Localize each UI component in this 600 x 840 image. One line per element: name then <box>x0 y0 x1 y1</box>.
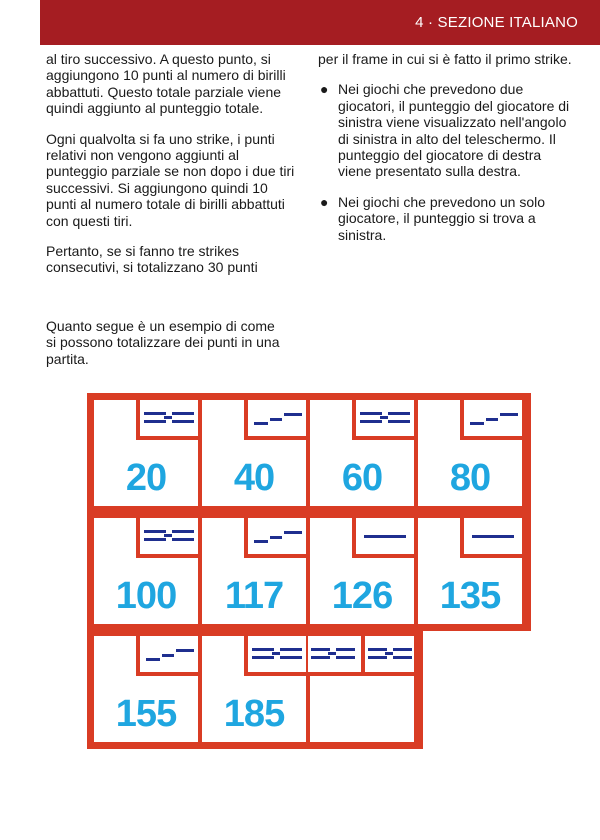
bowling-frame <box>309 517 415 625</box>
frame-mark-box <box>460 518 522 558</box>
frame-score: 155 <box>115 693 177 735</box>
mark-stroke <box>172 412 194 415</box>
frame-mark-box <box>244 518 306 558</box>
frame-score: 185 <box>223 693 285 735</box>
mark-stroke <box>146 658 160 661</box>
frame-score: 117 <box>224 575 284 617</box>
frame-score: 60 <box>341 457 383 499</box>
bowling-frame <box>201 399 307 507</box>
mark-stroke <box>144 530 166 533</box>
mark-stroke <box>284 413 302 416</box>
bowling-frame <box>417 399 523 507</box>
mark-stroke <box>284 531 302 534</box>
bullet-item <box>318 194 576 243</box>
mark-stroke <box>368 656 387 659</box>
mark-stroke <box>472 535 514 538</box>
mark-stroke <box>144 412 166 415</box>
mark-stroke <box>393 656 412 659</box>
frame-mark-box <box>361 636 414 676</box>
bowling-frame <box>309 635 415 743</box>
frame-score: 40 <box>233 457 275 499</box>
mark-stroke <box>280 656 302 659</box>
frame-score: 100 <box>115 575 177 617</box>
mark-stroke <box>388 420 410 423</box>
mark-stroke <box>470 422 484 425</box>
mark-stroke <box>252 656 274 659</box>
spare-mark-icon <box>252 524 302 548</box>
bowling-frame <box>309 399 415 507</box>
header-bar <box>40 0 600 45</box>
spare-mark-icon <box>468 406 518 430</box>
paragraph: per il frame in cui si è fatto il primo strike. <box>318 51 572 67</box>
mark-stroke <box>486 418 498 421</box>
mark-stroke <box>360 420 382 423</box>
frame-mark-box <box>460 400 522 440</box>
mark-stroke <box>162 654 174 657</box>
intro-text: Quanto segue è un esempio di come si possono totalizzare dei punti in una partita. <box>46 318 280 367</box>
open-mark-icon <box>468 524 518 548</box>
frame-mark-box <box>136 636 198 676</box>
frame-mark-box <box>136 400 198 440</box>
mark-stroke <box>311 656 330 659</box>
mark-stroke <box>328 652 336 655</box>
bullet-text: Nei giochi che prevedono due giocatori, il punteggio del giocatore di sinistra viene visualizzato nell'angolo di sinistra in alto del teleschermo. Il punteggio del giocatore di destra viene presentato sulla destra. <box>338 81 570 180</box>
frame-mark-box <box>136 518 198 558</box>
mark-stroke <box>172 538 194 541</box>
bullet-text: Nei giochi che prevedono un solo giocatore, il punteggio si trova a sinistra. <box>338 193 546 243</box>
mark-stroke <box>272 652 280 655</box>
bowling-frame <box>417 517 523 625</box>
mark-stroke <box>311 648 330 651</box>
frame-mark-box <box>352 400 414 440</box>
bullet-dot-icon: ● <box>320 81 329 98</box>
mark-stroke <box>176 649 194 652</box>
bowling-frame <box>93 517 199 625</box>
mark-stroke <box>336 648 355 651</box>
mark-stroke <box>172 420 194 423</box>
strike-mark-icon <box>360 406 410 430</box>
mark-stroke <box>385 652 393 655</box>
frame-score: 80 <box>449 457 491 499</box>
spare-mark-icon <box>252 406 302 430</box>
mark-stroke <box>252 648 274 651</box>
bullet-item <box>318 81 576 179</box>
mark-stroke <box>254 540 268 543</box>
paragraph: al tiro successivo. A questo punto, si aggiungono 10 punti al numero di birilli abbattuti. Questo totale parziale viene quindi aggiunto al punteggio totale. <box>46 51 286 117</box>
mark-stroke <box>336 656 355 659</box>
bullet-dot-icon: ● <box>320 193 329 210</box>
strike-mark-icon <box>144 406 194 430</box>
mark-stroke <box>270 418 282 421</box>
strike-mark-icon <box>368 642 412 666</box>
scorecard-row <box>87 393 531 513</box>
paragraph: Pertanto, se si fanno tre strikes consecutivi, si totalizzano 30 punti <box>46 243 258 276</box>
scorecard-row <box>87 511 531 631</box>
section-title: 4 · SEZIONE ITALIANO <box>415 14 578 31</box>
mark-stroke <box>254 422 268 425</box>
mark-stroke <box>380 416 388 419</box>
bowling-frame <box>201 517 307 625</box>
frame-mark-box <box>244 400 306 440</box>
right-column <box>318 51 576 257</box>
frame-mark-box <box>308 636 361 676</box>
mark-stroke <box>368 648 387 651</box>
strike-mark-icon <box>311 642 355 666</box>
strike-mark-icon <box>252 642 302 666</box>
bowling-frame <box>201 635 307 743</box>
open-mark-icon <box>360 524 410 548</box>
frame-mark-box <box>244 636 306 676</box>
paragraph: Ogni qualvolta si fa uno strike, i punti relativi non vengono aggiunti al punteggio parziale se non dopo i due tiri successivi. Si aggiungono quindi 10 punti al numero totale di birilli abbattuti con questi tiri. <box>46 130 295 229</box>
mark-stroke <box>172 530 194 533</box>
mark-stroke <box>364 535 406 538</box>
mark-stroke <box>500 413 518 416</box>
strike-mark-icon <box>144 524 194 548</box>
spare-mark-icon <box>144 642 194 666</box>
mark-stroke <box>144 538 166 541</box>
mark-stroke <box>164 416 172 419</box>
mark-stroke <box>360 412 382 415</box>
scorecard-row <box>87 629 423 749</box>
frame-score: 126 <box>331 575 393 617</box>
mark-stroke <box>393 648 412 651</box>
mark-stroke <box>388 412 410 415</box>
mark-stroke <box>164 534 172 537</box>
frame-score: 20 <box>125 457 167 499</box>
bowling-frame <box>93 399 199 507</box>
mark-stroke <box>144 420 166 423</box>
frame-score: 135 <box>439 575 501 617</box>
mark-stroke <box>270 536 282 539</box>
left-column <box>46 51 296 290</box>
mark-stroke <box>280 648 302 651</box>
frame-mark-box <box>352 518 414 558</box>
bowling-frame <box>93 635 199 743</box>
